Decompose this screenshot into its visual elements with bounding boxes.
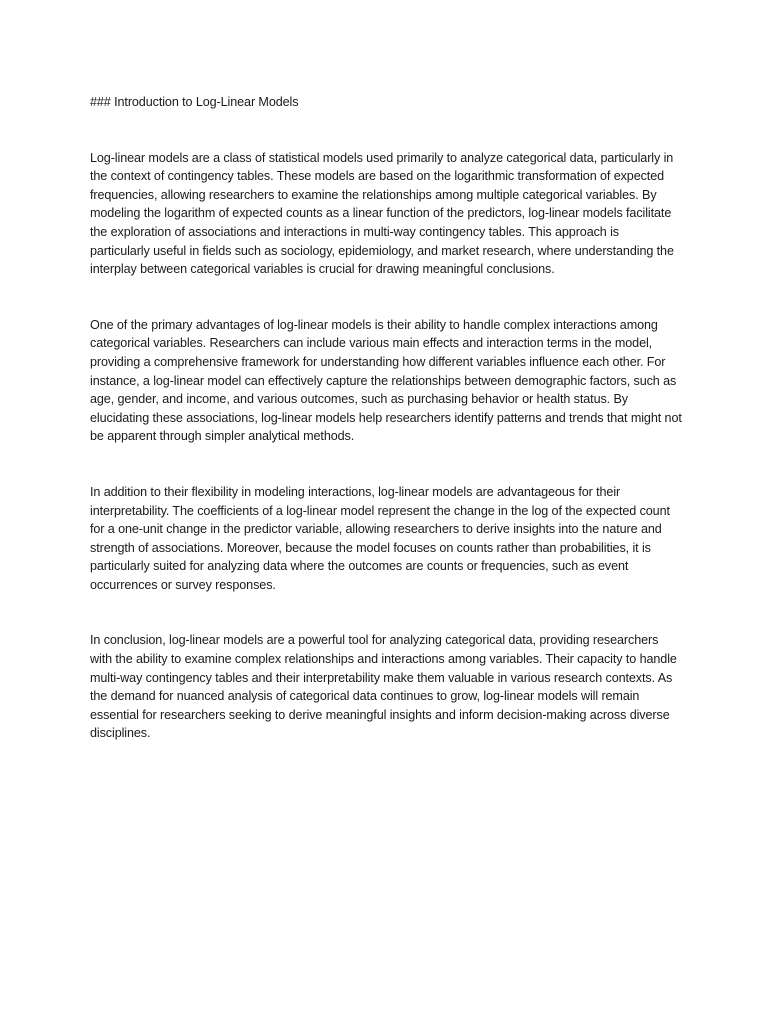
paragraph-interpretability: In addition to their flexibility in modeling interactions, log-linear models are advantageous for their interpretability. The coefficients of a log-linear model represent the change in the log of the expected count for a one-unit change in the predictor variable, allowing researchers to derive insights into the nature and strength of associations. Moreover, because the model focuses on counts rather than probabilities, it is particularly suited for analyzing data where the outcomes are counts or frequencies, such as event occurrences or survey responses. bbox=[90, 484, 670, 592]
paragraph-conclusion: In conclusion, log-linear models are a powerful tool for analyzing categorical data, providing researchers with the ability to examine complex relationships and interactions among variables. Their capacity to handle multi-way contingency tables and their interpretability make them valuable in various research contexts. As the demand for nuanced analysis of categorical data continues to grow, log-linear models will remain essential for researchers seeking to derive meaningful insights and inform decision-making across diverse disciplines. bbox=[90, 633, 677, 741]
document-body bbox=[90, 93, 682, 780]
paragraph-advantages: One of the primary advantages of log-linear models is their ability to handle complex interactions among categorical variables. Researchers can include various main effects and interaction terms in the model, providing a comprehensive framework for understanding how different variables influence each other. For instance, a log-linear model can effectively capture the relationships between demographic factors, such as age, gender, and income, and various outcomes, such as purchasing behavior or health status. By elucidating these associations, log-linear models help researchers identify patterns and trends that might not be apparent through simpler analytical methods. bbox=[90, 317, 682, 444]
paragraph-intro: Log-linear models are a class of statistical models used primarily to analyze categorical data, particularly in the context of contingency tables. These models are based on the logarithmic transformation of expected frequencies, allowing researchers to examine the relationships among multiple categorical variables. By modeling the logarithm of expected counts as a linear function of the predictors, log-linear models facilitate the exploration of associations and interactions in multi-way contingency tables. This approach is particularly useful in fields such as sociology, epidemiology, and market research, where understanding the interplay between categorical variables is crucial for drawing meaningful conclusions. bbox=[90, 150, 674, 277]
document-heading: ### Introduction to Log-Linear Models bbox=[90, 95, 299, 109]
